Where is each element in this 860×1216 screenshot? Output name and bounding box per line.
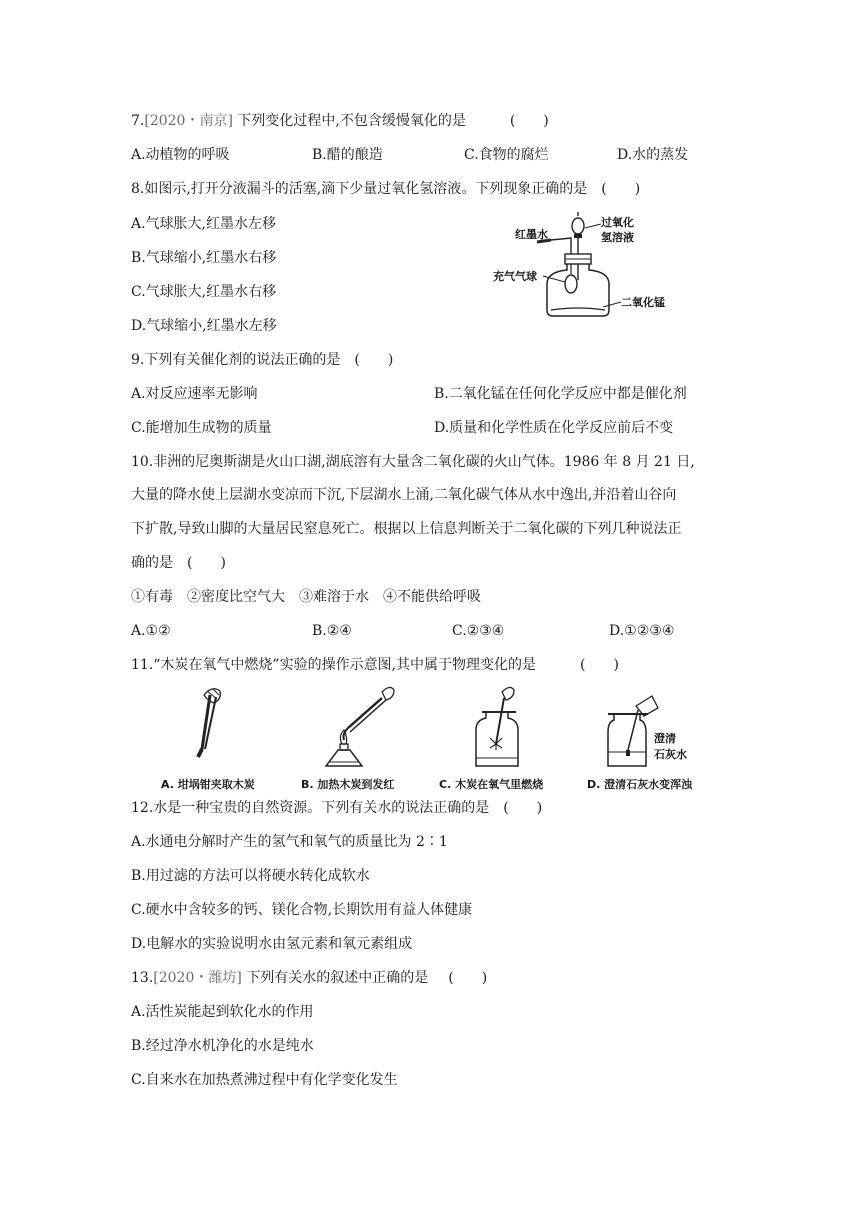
label-h2o2-line2: 氢溶液 (601, 231, 634, 244)
question-12-stem (131, 798, 542, 818)
question-7-stem (131, 111, 549, 131)
question-number: 13. (131, 970, 154, 986)
question-7-option-b: B.醋的酿造 (312, 147, 383, 163)
caption-c: C. 木炭在氧气里燃烧 (439, 778, 544, 791)
question-10-option-c: C.②③④ (452, 623, 505, 639)
question-10-line-3: 下扩散,导致山脚的大量居民窒息死亡。根据以上信息判断关于二氧化碳的下列几种说法正 (131, 521, 682, 537)
answer-paren: ( ) (580, 657, 619, 673)
question-10-line-4 (131, 553, 226, 573)
question-13-option-a: A.活性炭能起到软化水的作用 (131, 1004, 314, 1020)
question-7-option-d: D.水的蒸发 (617, 147, 689, 163)
answer-paren: ( ) (601, 181, 641, 197)
question-text: 下列有关水的叙述中正确的是 (241, 970, 429, 986)
question-11-stem (131, 655, 619, 675)
question-9-option-b: B.二氧化锰在任何化学反应中都是催化剂 (434, 386, 687, 402)
question-12-option-a: A.水通电分解时产生的氢气和氧气的质量比为 2∶1 (131, 834, 448, 850)
question-8-option-c: C.气球胀大,红墨水右移 (131, 284, 277, 300)
question-source: [2020・南京] (144, 113, 233, 129)
question-8-stem (131, 179, 640, 199)
label-limewater-line1: 澄清 (654, 732, 676, 745)
question-13-option-b: B.经过净水机净化的水是纯水 (131, 1038, 314, 1054)
question-12-option-c: C.硬水中含较多的钙、镁化合物,长期饮用有益人体健康 (131, 902, 473, 918)
answer-paren: ( ) (354, 352, 394, 368)
question-9-stem (131, 350, 393, 370)
question-12-option-d: D.电解水的实验说明水由氢元素和氧元素组成 (131, 936, 413, 952)
question-10-line-1: 10.非洲的尼奥斯湖是火山口湖,湖底溶有大量含二氧化碳的火山气体。1986 年 8 月 21 日, (131, 454, 695, 470)
question-8-option-b: B.气球缩小,红墨水右移 (131, 250, 277, 266)
question-10-option-b: B.②④ (312, 623, 352, 639)
label-red-ink: 红墨水 (515, 228, 548, 241)
question-9-option-a: A.对反应速率无影响 (131, 386, 258, 402)
question-10-option-d: D.①②③④ (609, 623, 675, 639)
question-text: 11.“木炭在氧气中燃烧”实验的操作示意图,其中属于物理变化的是 (131, 657, 537, 673)
label-mno2: 二氧化锰 (621, 296, 665, 309)
question-text: 确的是 (131, 555, 173, 571)
answer-paren: ( ) (503, 800, 543, 816)
answer-paren: ( ) (187, 555, 226, 571)
question-9-option-c: C.能增加生成物的质量 (131, 420, 272, 436)
question-7-option-c: C.食物的腐烂 (464, 147, 549, 163)
question-text: 下列变化过程中,不包含缓慢氧化的是 (232, 113, 466, 129)
flask-balloon-figure (485, 210, 665, 320)
label-h2o2-line1: 过氧化 (601, 216, 634, 229)
answer-paren: ( ) (448, 970, 488, 986)
answer-paren: ( ) (509, 113, 549, 129)
question-13-option-c: C.自来水在加热煮沸过程中有化学变化发生 (131, 1072, 398, 1088)
question-13-stem (131, 968, 487, 988)
question-9-option-d: D.质量和化学性质在化学反应前后不变 (434, 420, 674, 436)
question-text: 12.水是一种宝贵的自然资源。下列有关水的说法正确的是 (131, 800, 490, 816)
question-8-option-a: A.气球胀大,红墨水左移 (131, 216, 277, 232)
question-text: 9.下列有关催化剂的说法正确的是 (131, 352, 341, 368)
figure-d-limewater (604, 692, 694, 772)
question-7-option-a: A.动植物的呼吸 (131, 147, 230, 163)
caption-d: D. 澄清石灰水变浑浊 (587, 778, 693, 791)
caption-b: B. 加热木炭到发红 (301, 778, 395, 791)
label-limewater-line2: 石灰水 (654, 748, 687, 761)
question-10-option-a: A.①② (131, 623, 171, 639)
figure-b-alcohol-lamp (318, 682, 398, 777)
question-text: 8.如图示,打开分液漏斗的活塞,滴下少量过氧化氢溶液。下列现象正确的是 (131, 181, 588, 197)
figure-a-tongs (180, 685, 240, 775)
figure-c-oxygen-bottle (468, 684, 528, 774)
question-8-option-d: D.气球缩小,红墨水左移 (131, 318, 277, 334)
question-source: [2020・潍坊] (153, 970, 242, 986)
question-10-statements: ①有毒 ②密度比空气大 ③难溶于水 ④不能供给呼吸 (131, 589, 481, 605)
label-balloon: 充气气球 (493, 270, 537, 283)
caption-a: A. 坩埚钳夹取木炭 (161, 778, 255, 791)
question-12-option-b: B.用过滤的方法可以将硬水转化成软水 (131, 868, 370, 884)
question-10-line-2: 大量的降水使上层湖水变凉而下沉,下层湖水上涌,二氧化碳气体从水中逸出,并沿着山谷向 (131, 487, 677, 503)
question-number: 7. (131, 113, 145, 129)
